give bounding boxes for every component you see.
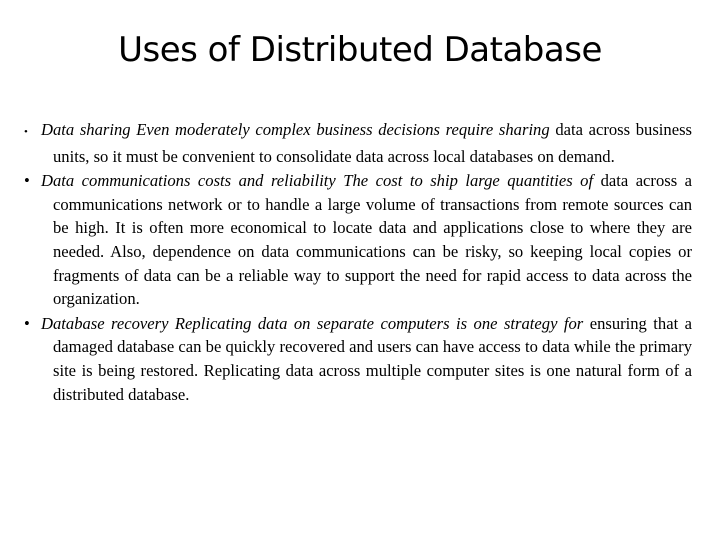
bullet-body: ensuring that a damaged database can be quickly recovered and users can have access to data while the primary site is being restored. Replicating data across multiple computer sites is one natural form of a distributed database. [53,313,692,404]
bullet-body: data across business units, so it must be convenient to consolidate data across local databases on demand. [53,120,692,166]
bullet-marker: • [24,171,30,191]
bullet-item [24,312,692,406]
bullet-term: Database recovery Replicating data on separate computers is one strategy for [41,313,584,333]
bullet-body: data across a communications network or to handle a large volume of transactions from remote sources can be high. It is often more economical to locate data and applications close to where they are needed. Also, dependence on data communications can be risky, so keeping local copies or fragments of data can be a reliable way to support the need for rapid access to data across the organization. [53,171,693,309]
bullet-list [24,118,692,407]
bullet-item [24,118,692,168]
slide-title: Uses of Distributed Database [118,30,602,70]
bullet-term: Data sharing Even moderately complex business decisions require sharing [41,120,550,139]
bullet-marker: • [24,313,30,333]
bullet-item [24,169,692,311]
bullet-marker: • [24,126,28,138]
bullet-term: Data communications costs and reliability The cost to ship large quantities of [41,171,594,191]
